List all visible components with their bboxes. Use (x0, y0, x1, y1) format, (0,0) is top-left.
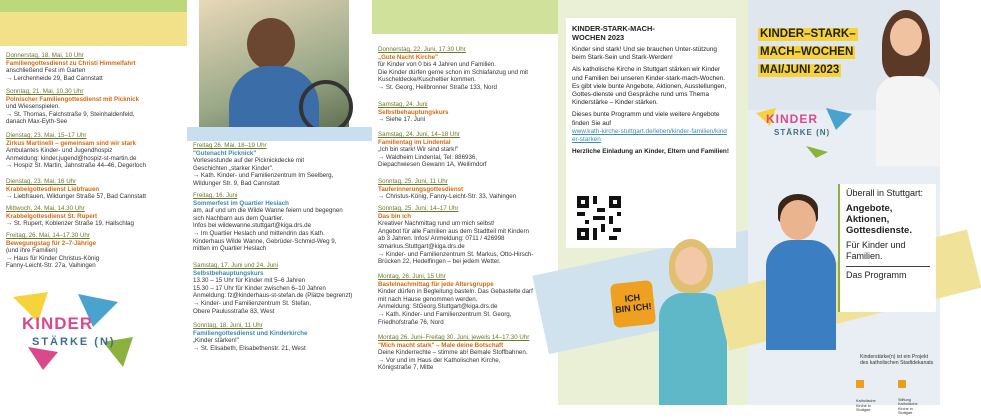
event-detail: (und ihre Familien) (6, 247, 58, 255)
cover-box-divider (846, 266, 930, 267)
photo-girl-cover-shirt (876, 76, 940, 166)
event-title: „Gute Nacht Kirche" (378, 53, 439, 61)
event-detail: Ambulantes Kinder- und Jugendhospiz (6, 147, 113, 155)
org-logo-2 (898, 380, 938, 419)
event-date: Donnerstag, 22. Juni, 17.30 Uhr (378, 46, 466, 53)
event-item (378, 178, 554, 201)
photo-boy-wheelchair (199, 0, 349, 135)
event-date: Donnerstag, 18. Mai, 10 Uhr (6, 52, 84, 59)
event-date: Freitag 26. Mai, 18–19 Uhr (193, 142, 267, 149)
event-detail: → Vor und im Haus der Katholischen Kirche, (378, 356, 501, 364)
event-detail: Infos bei wildewanne.stuttgart@kiga.drs.de (193, 222, 312, 230)
event-detail: mit nach Hause genommen werden. (378, 295, 478, 303)
event-detail: Anmeldung: StGeorg.Stuttgart@kiga.drs.de (378, 303, 498, 311)
photo-girl-face (675, 247, 707, 285)
event-detail: mitten im Quartier Heslach (193, 245, 267, 253)
intro-paragraph-3: Dieses bunte Programm und viele weitere Angebote finden Sie auf (572, 111, 720, 127)
event-detail: → Waldheim Lindental, Tel: 886936, (378, 153, 478, 161)
event-detail: Anmeldung: kinder.jugend@hospiz-st-martin.de (6, 154, 137, 162)
event-item (378, 131, 554, 169)
cover-logo (756, 108, 856, 158)
cover-box-programm: Das Programm (846, 270, 907, 280)
event-item (193, 142, 368, 188)
event-title: Tauferinnerungsgottesdienst (378, 185, 464, 193)
event-detail: → St. Rupert, Koblenzer Straße 19, Hallschlag (6, 220, 134, 228)
event-item (193, 192, 368, 253)
event-item (6, 132, 183, 170)
event-item (6, 232, 183, 270)
intro-paragraph-2: Als katholische Kirche in Stuttgart stärken wir Kinder und Familien bei unseren Kinder-stark-mach-Wochen. Es gibt viele bunte Angebote, Aktionen, Ausstellungen, Gottes-dienste und Gespräche rund ums Thema Kinderstärke – Kinder stärken. (572, 66, 727, 107)
event-item (6, 52, 183, 82)
event-detail: → Hospiz St. Martin, Jahnstraße 44–46, Degerloch (6, 162, 146, 170)
event-item (378, 334, 554, 372)
cover-title (758, 24, 878, 78)
cover-title-line2: MACH–WOCHEN (760, 46, 854, 58)
panel-intro (558, 0, 748, 405)
cover-box-intro: Überall in Stuttgart: (846, 188, 924, 198)
decor-stripe-green (0, 0, 187, 12)
event-detail: Friedhofstraße 76, Nord (378, 318, 444, 326)
event-date: Mittwoch, 24. Mai, 14.30 Uhr (6, 205, 85, 212)
event-detail: → St. Georg, Heilbronner Straße 133, Nord (378, 83, 497, 91)
cover-box-bold: Angebote, Aktionen, Gottesdienste. (846, 203, 912, 236)
cover-info-box (838, 184, 936, 312)
event-title: Das bin ich (378, 212, 412, 220)
event-date: Freitag, 16. Juni (193, 192, 238, 199)
intro-link[interactable]: www.kath-kirche-stuttgart.de/leben/kinder-familien/kinder-starken (572, 127, 727, 144)
event-detail: Diepachwiesen Gewann 1A, Weilimdorf (378, 161, 487, 169)
photo-boy-cover-face (780, 200, 816, 240)
org-1-icon (856, 380, 864, 388)
panel-cover (748, 0, 940, 416)
event-date: Freitag, 26. Mai, 14–17.30 Uhr (6, 232, 90, 239)
event-item (6, 88, 183, 126)
event-date: Sonntag, 25. Juni, 14–17 Uhr (378, 205, 459, 212)
event-detail: 13.30 – 15 Uhr für Kinder mit 5–6 Jahren (193, 277, 306, 285)
event-date: Samstag, 24. Juni (378, 101, 428, 108)
event-detail: → Liebfrauen, Wildunger Straße 57, Bad Cannstatt (6, 193, 146, 201)
panel-events-june (187, 0, 372, 405)
kinderstaerke-logo (8, 292, 138, 372)
event-detail: danach Max-Eyth-See (6, 118, 68, 126)
event-detail: Fanny-Leicht-Str. 27a, Vaihingen (6, 262, 96, 270)
cover-title-line1: KINDER–STARK– (760, 28, 856, 40)
event-detail: → St. Elisabeth, Elisabethenstr. 21, West (193, 344, 306, 352)
speech-bubble (610, 280, 656, 328)
event-date: Dienstag, 23. Mai, 16 Uhr (6, 178, 77, 185)
event-detail: und Wiesenspielen. (6, 103, 61, 111)
event-item (378, 46, 554, 92)
event-detail: Kinderhaus Wilde Wanne, Gebrüder-Schmid-Weg 9, (193, 237, 337, 245)
event-detail: stmarkus.Stuttgart@kiga.drs.de (378, 242, 465, 250)
event-title: Krabbelgottesdienst Liebfrauen (6, 185, 100, 193)
event-item (6, 205, 183, 228)
cover-title-line3: MAI/JUNI 2023 (760, 64, 840, 76)
decor-stripe-green (372, 0, 558, 34)
event-date: Samstag, 24. Juni, 14–18 Uhr (378, 131, 460, 138)
event-detail: Geschichten „starker Kinder". (193, 164, 274, 172)
event-detail: Kinder dürfen in Begleitung basteln. Das Gebastelte darf (378, 288, 533, 296)
event-date: Sonntag, 18. Juni, 11 Uhr (193, 322, 263, 329)
event-detail: Deine Kinderrechte – stimme ab! Bemale Stoffbahnen. (378, 349, 528, 357)
event-detail: 15.30 – 17 Uhr für Kinder zwischen 6–10 Jahren (193, 284, 326, 292)
photo-wheel (299, 80, 353, 134)
event-title: Familiengottesdienst zu Christi Himmelfahrt (6, 59, 136, 67)
event-item (378, 101, 554, 124)
event-detail: Kuscheldecke/Kuscheltier kommen. (378, 76, 477, 84)
event-item (378, 273, 554, 326)
event-detail: Angebot für alle Familien aus dem Stadtteil mit Kindern (378, 227, 529, 235)
event-date: Dienstag, 23. Mai, 15–17 Uhr (6, 132, 87, 139)
event-item (193, 322, 368, 352)
photo-girl-cover-face (890, 18, 922, 56)
event-detail: → Siehe 17. Juni (378, 116, 426, 124)
event-title: Familiengottesdienst und Kinderkirche (193, 329, 308, 337)
event-title: Bewegungstag für 2–7-Jährige (6, 239, 97, 247)
event-date: Sonntag, 25. Juni, 11 Uhr (378, 178, 448, 185)
event-detail: → Haus für Kinder Christus-König (6, 254, 100, 262)
event-detail: Obere Paulusstraße 83, West (193, 307, 275, 315)
event-title: Selbstbehauptungskurs (378, 108, 449, 116)
org-logo-1 (856, 380, 896, 416)
intro-closing: Herzliche Einladung an Kinder, Eltern und Familien! (572, 148, 729, 156)
event-detail: Anmeldung: fz@kinderhaus-st-stefan.de (Plätze begrenzt) (193, 292, 353, 300)
photo-figure (247, 18, 295, 70)
event-item (6, 178, 183, 201)
event-detail: Die Kinder dürfen gerne schon im Schlafanzug und mit (378, 68, 528, 76)
event-title: Bastelnachmittag für jede Altersgruppe (378, 280, 494, 288)
cover-footnote: Kinderstärke(n) ist ein Projekt des katholischen Stadtdekanats (860, 354, 934, 367)
qr-pattern (577, 196, 621, 240)
logo-line2: STÄRKE (N) (32, 336, 116, 348)
org-1-name: Katholische Kirche in Stuttgart (856, 399, 876, 412)
event-detail: → Kath. Kinder- und Familienzentrum St. Georg, (378, 310, 512, 318)
event-detail: → Kinder- und Familienzentrum St. Stefan, (193, 299, 311, 307)
event-title: Familientag im Lindental (378, 138, 451, 146)
speech-bubble-text: ICH BIN ICH! (614, 292, 653, 315)
event-detail: für Kinder von 0 bis 4 Jahren und Familien. (378, 61, 496, 69)
org-2-icon (898, 380, 906, 388)
event-title: Sommerfest im Quartier Heslach (193, 199, 289, 207)
event-detail: am, auf und um die Wilde Wanne feiern und begegnen (193, 207, 343, 215)
event-item (193, 262, 368, 315)
decor-stripe-blue (187, 127, 372, 141)
event-title: "Gutenacht Picknick" (193, 149, 257, 157)
event-detail: Wildunger Str. 9, Bad Cannstatt (193, 179, 280, 187)
event-detail: → St. Thomas, Falchstraße 9, Steinhaldenfeld, (6, 110, 135, 118)
panel-events-late-june (372, 0, 558, 405)
event-detail: → Christus-König, Fanny-Leicht-Str. 33, Vaihingen (378, 193, 517, 201)
event-detail: sich Nachbarn aus dem Quartier. (193, 214, 284, 222)
event-date: Samstag, 17. Juni und 24. Juni (193, 262, 278, 269)
event-title: "Mich macht stark" – Male deine Botschaft (378, 341, 504, 349)
event-detail: „Ich bin stark! Wir sind stark!" (378, 146, 459, 154)
event-title: Krabbelgottesdienst St. Rupert (6, 212, 98, 220)
event-detail: → Kath. Kinder- und Familienzentrum Im Seelberg, (193, 172, 334, 180)
qr-code[interactable] (577, 196, 621, 240)
event-date: Sonntag, 21. Mai, 10.30 Uhr (6, 88, 84, 95)
event-detail: Königstraße 7, Mitte (378, 364, 434, 372)
photo-girl-shirt (659, 293, 727, 405)
logo-line1: KINDER (22, 314, 94, 333)
event-detail: → Kinder- und Familienzentrum St. Markus, Otto-Hirsch- (378, 250, 534, 258)
org-2-name: Stiftung Katholische Kirche in Stuttgart (898, 398, 918, 416)
event-item (378, 205, 554, 266)
event-date: Montag, 26. Juni, 15 Uhr (378, 273, 446, 280)
event-detail: anschließend Fest im Garten (6, 67, 86, 75)
intro-paragraph-1: Kinder sind stark! Und sie brauchen Unter-stützung beim Stark-Sein und Stark-Werden! (572, 46, 717, 62)
photo-girl-cover (876, 2, 940, 162)
event-date: Montag 26. Juni–Freitag 30. Juni, jeweils 14–17.30 Uhr (378, 334, 530, 341)
event-detail: Vorlesestunde auf der Picknickdecke mit (193, 157, 305, 165)
event-detail: → Im Quartier Heslach und mittendrin das Kath. (193, 229, 325, 237)
event-detail: Kreativer Nachmittag rund um mich selbst! (378, 220, 495, 228)
intro-heading: KINDER-STARK-MACH- WOCHEN 2023 (572, 24, 655, 42)
event-detail: ab 3 Jahren. Infos/ Anmeldung: 0711 / 426998 (378, 235, 505, 243)
photo-boy-cover-shirt (766, 240, 836, 350)
event-title: Polnischer Familiengottesdienst mit Picknick (6, 95, 140, 103)
event-title: Selbstbehauptungskurs (193, 269, 264, 277)
event-detail: „Kinder stärken!" (193, 337, 239, 345)
event-detail: Brücken 22, Hedelfingen – bei jedem Wetter. (378, 258, 501, 266)
photo-boy-cover (766, 190, 836, 350)
cover-box-sub: Für Kinder und Familien. (846, 240, 906, 261)
cover-logo-line2: STÄRKE (N) (774, 128, 831, 137)
panel-events-may (0, 0, 187, 405)
cover-logo-line1: KINDER (766, 112, 819, 126)
event-title: Zirkus Martinelli – gemeinsam sind wir stark (6, 139, 136, 147)
event-detail: → Lerchenheide 29, Bad Cannstatt (6, 74, 103, 82)
